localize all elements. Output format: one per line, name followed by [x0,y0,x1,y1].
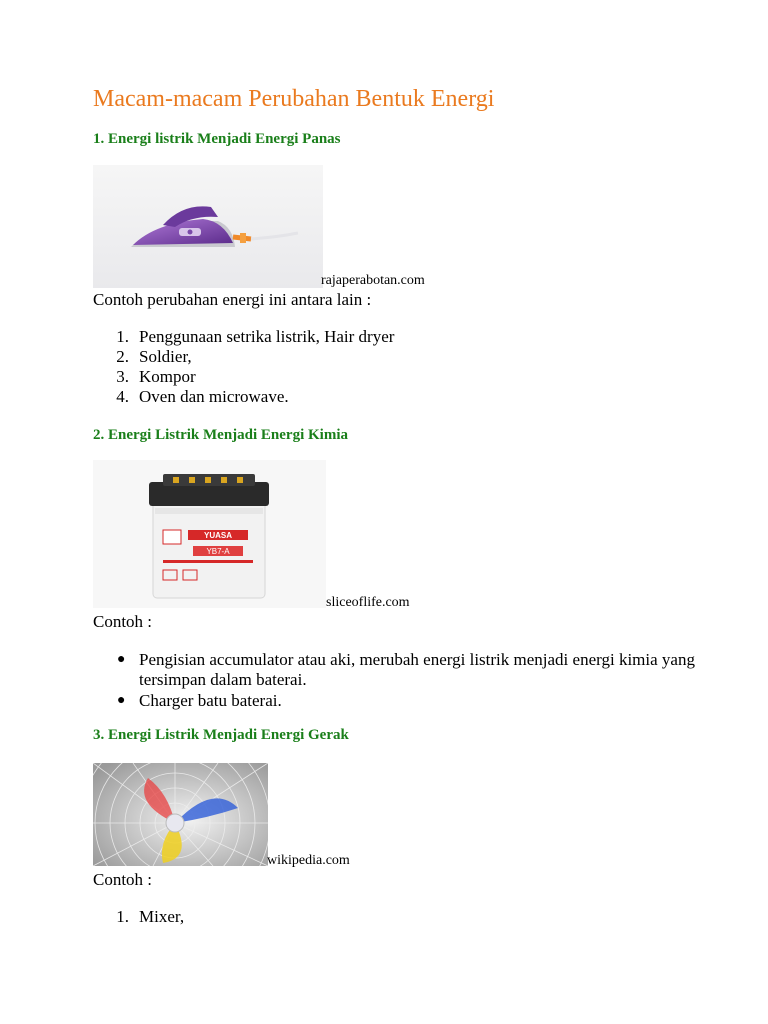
document-page: Macam-macam Perubahan Bentuk Energi 1. Energi listrik Menjadi Energi Panas rajaperabotan.com Contoh perubahan energi ini antara lain : 1. Penggunaan setrika listrik, Hair dryer 2. Soldier, 3. Kompor 4. Oven dan microwave. 2. Energi Listrik Menjadi Energi Kimia YUASA YB7-A sliceoflife.com Contoh : ● Pengisian accumulator atau aki, merubah energi listrik menjadi energi kimia yang tersimpan dalam baterai. ● Charger batu baterai. 3. Energi Listrik Menjadi Energi Gerak wikipedia.com Contoh : 1. Mixer, [0,0,768,1024]
section-1-intro: Contoh perubahan energi ini antara lain : [93,290,372,309]
battery-model: YB7-A [206,547,230,556]
section-2-intro: Contoh : [93,612,153,631]
image-credit: rajaperabotan.com [321,273,425,288]
section-3-intro: Contoh : [93,870,153,889]
battery-brand: YUASA [203,531,233,540]
list-item: ● Pengisian accumulator atau aki, merubah energi listrik menjadi energi kimia yang tersimpan dalam baterai. [117,650,695,689]
list-item: ● Charger batu baterai. [117,691,282,710]
section-2-heading: 2. Energi Listrik Menjadi Energi Kimia [93,427,348,443]
page-title: Macam-macam Perubahan Bentuk Energi [93,86,495,112]
section-1-heading: 1. Energi listrik Menjadi Energi Panas [93,131,341,147]
section-2-list [93,650,699,712]
clothes-iron-photo [93,165,323,288]
section-3-heading: 3. Energi Listrik Menjadi Energi Gerak [93,727,349,743]
electric-fan-photo [93,763,268,866]
car-battery-photo [93,460,326,608]
image-credit: wikipedia.com [267,853,350,868]
image-credit: sliceoflife.com [326,595,410,610]
bullet-icon: ● [117,652,126,667]
bullet-icon: ● [117,693,126,708]
